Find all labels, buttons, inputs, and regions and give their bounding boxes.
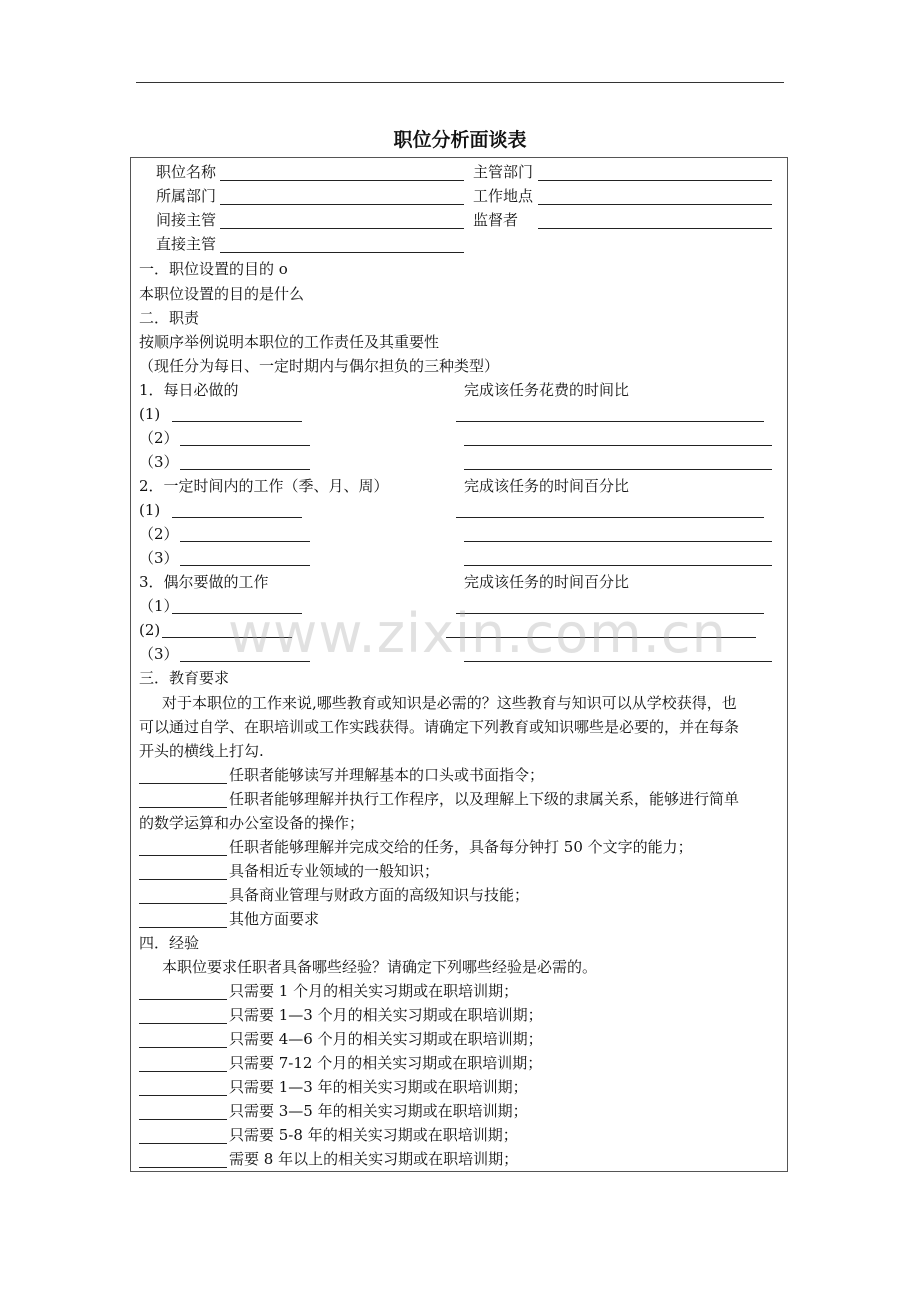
label-supervisor: 监督者 bbox=[473, 211, 519, 229]
section4-intro: 本职位要求任职者具备哪些经验？请确定下列哪些经验是必需的。 bbox=[162, 958, 598, 976]
group3-item-marker: （3） bbox=[139, 645, 179, 663]
group1-item-marker: （3） bbox=[139, 453, 179, 471]
experience-option: 只需要 7-12 个月的相关实习期或在职培训期； bbox=[229, 1054, 543, 1072]
group3-right-label: 完成该任务的时间百分比 bbox=[464, 573, 630, 591]
group3-item-marker: （1） bbox=[139, 597, 179, 615]
experience-check-blank[interactable] bbox=[139, 1071, 227, 1072]
group1-item-field[interactable] bbox=[172, 421, 302, 422]
experience-option: 只需要 1 个月的相关实习期或在职培训期； bbox=[229, 982, 519, 1000]
field-supervisor[interactable] bbox=[538, 228, 772, 229]
section3-paragraph-line: 开头的横线上打勾. bbox=[139, 742, 264, 760]
education-option: 具备商业管理与财政方面的高级知识与技能； bbox=[229, 886, 530, 904]
section1-question: 本职位设置的目的是什么 bbox=[139, 285, 305, 303]
header-rule bbox=[136, 82, 784, 83]
education-option: 其他方面要求 bbox=[229, 910, 320, 928]
section4-heading: 四．经验 bbox=[139, 934, 200, 952]
section2-heading: 二．职责 bbox=[139, 309, 200, 327]
group1-time-field[interactable] bbox=[464, 469, 772, 470]
group3-label: 3．偶尔要做的工作 bbox=[139, 573, 269, 591]
field-dept-in-charge[interactable] bbox=[538, 180, 772, 181]
experience-check-blank[interactable] bbox=[139, 1167, 227, 1168]
experience-option: 只需要 4—6 个月的相关实习期或在职培训期； bbox=[229, 1030, 543, 1048]
group1-label: 1．每日必做的 bbox=[139, 381, 239, 399]
field-position-name[interactable] bbox=[220, 180, 464, 181]
group1-right-label: 完成该任务花费的时间比 bbox=[464, 381, 630, 399]
group3-item-marker: (2) bbox=[139, 621, 161, 639]
education-option: 具备相近专业领域的一般知识； bbox=[229, 862, 440, 880]
experience-check-blank[interactable] bbox=[139, 1023, 227, 1024]
group1-item-marker: （2） bbox=[139, 429, 179, 447]
section3-paragraph-line: 对于本职位的工作来说,哪些教育或知识是必需的？这些教育与知识可以从学校获得，也 bbox=[162, 694, 737, 712]
group1-item-marker: (1) bbox=[139, 405, 161, 423]
field-indirect-supervisor[interactable] bbox=[220, 228, 464, 229]
education-check-blank[interactable] bbox=[139, 855, 227, 856]
experience-option: 只需要 1—3 个月的相关实习期或在职培训期； bbox=[229, 1006, 543, 1024]
education-option: 任职者能够理解并完成交给的任务，具备每分钟打 50 个文字的能力； bbox=[229, 838, 693, 856]
group2-time-field[interactable] bbox=[464, 565, 772, 566]
label-direct-supervisor: 直接主管 bbox=[156, 235, 217, 253]
group2-time-field[interactable] bbox=[456, 517, 764, 518]
section3-paragraph-line: 可以通过自学、在职培训或工作实践获得。请确定下列教育或知识哪些是必要的，并在每条 bbox=[139, 718, 740, 736]
experience-check-blank[interactable] bbox=[139, 1047, 227, 1048]
experience-option: 只需要 3—5 年的相关实习期或在职培训期； bbox=[229, 1102, 528, 1120]
education-check-blank[interactable] bbox=[139, 783, 227, 784]
experience-check-blank[interactable] bbox=[139, 1143, 227, 1144]
form-title: 职位分析面谈表 bbox=[393, 129, 527, 151]
group2-label: 2．一定时间内的工作（季、月、周） bbox=[139, 477, 389, 495]
education-option-continued: 的数学运算和办公室设备的操作； bbox=[139, 814, 365, 832]
education-check-blank[interactable] bbox=[139, 879, 227, 880]
experience-check-blank[interactable] bbox=[139, 1119, 227, 1120]
section3-heading: 三．教育要求 bbox=[139, 669, 230, 687]
group1-item-field[interactable] bbox=[180, 469, 310, 470]
group2-item-marker: （2） bbox=[139, 525, 179, 543]
group1-time-field[interactable] bbox=[464, 445, 772, 446]
group2-item-field[interactable] bbox=[180, 541, 310, 542]
label-location: 工作地点 bbox=[473, 187, 534, 205]
education-check-blank[interactable] bbox=[139, 807, 227, 808]
experience-option: 需要 8 年以上的相关实习期或在职培训期； bbox=[229, 1150, 519, 1168]
label-dept-in-charge: 主管部门 bbox=[473, 163, 534, 181]
education-option: 任职者能够理解并执行工作程序，以及理解上下级的隶属关系，能够进行简单 bbox=[229, 790, 740, 808]
watermark: www.zixin.com.cn bbox=[228, 602, 727, 665]
field-direct-supervisor[interactable] bbox=[220, 252, 464, 253]
education-check-blank[interactable] bbox=[139, 903, 227, 904]
group2-item-field[interactable] bbox=[172, 517, 302, 518]
experience-option: 只需要 1—3 年的相关实习期或在职培训期； bbox=[229, 1078, 528, 1096]
section1-heading: 一．职位设置的目的 o bbox=[139, 260, 288, 278]
education-option: 任职者能够读写并理解基本的口头或书面指令； bbox=[229, 766, 545, 784]
group2-item-marker: （3） bbox=[139, 549, 179, 567]
experience-check-blank[interactable] bbox=[139, 1095, 227, 1096]
field-dept[interactable] bbox=[220, 204, 464, 205]
field-location[interactable] bbox=[538, 204, 772, 205]
label-dept: 所属部门 bbox=[156, 187, 217, 205]
group2-item-field[interactable] bbox=[180, 565, 310, 566]
experience-check-blank[interactable] bbox=[139, 999, 227, 1000]
group2-right-label: 完成该任务的时间百分比 bbox=[464, 477, 630, 495]
experience-option: 只需要 5-8 年的相关实习期或在职培训期； bbox=[229, 1126, 518, 1144]
label-indirect-supervisor: 间接主管 bbox=[156, 211, 217, 229]
label-position-name: 职位名称 bbox=[156, 163, 217, 181]
group2-item-marker: (1) bbox=[139, 501, 161, 519]
section2-intro-note: （现任分为每日、一定时期内与偶尔担负的三种类型） bbox=[139, 357, 500, 375]
group1-item-field[interactable] bbox=[180, 445, 310, 446]
group1-time-field[interactable] bbox=[456, 421, 764, 422]
section2-intro: 按顺序举例说明本职位的工作责任及其重要性 bbox=[139, 333, 440, 351]
education-check-blank[interactable] bbox=[139, 927, 227, 928]
group2-time-field[interactable] bbox=[464, 541, 772, 542]
